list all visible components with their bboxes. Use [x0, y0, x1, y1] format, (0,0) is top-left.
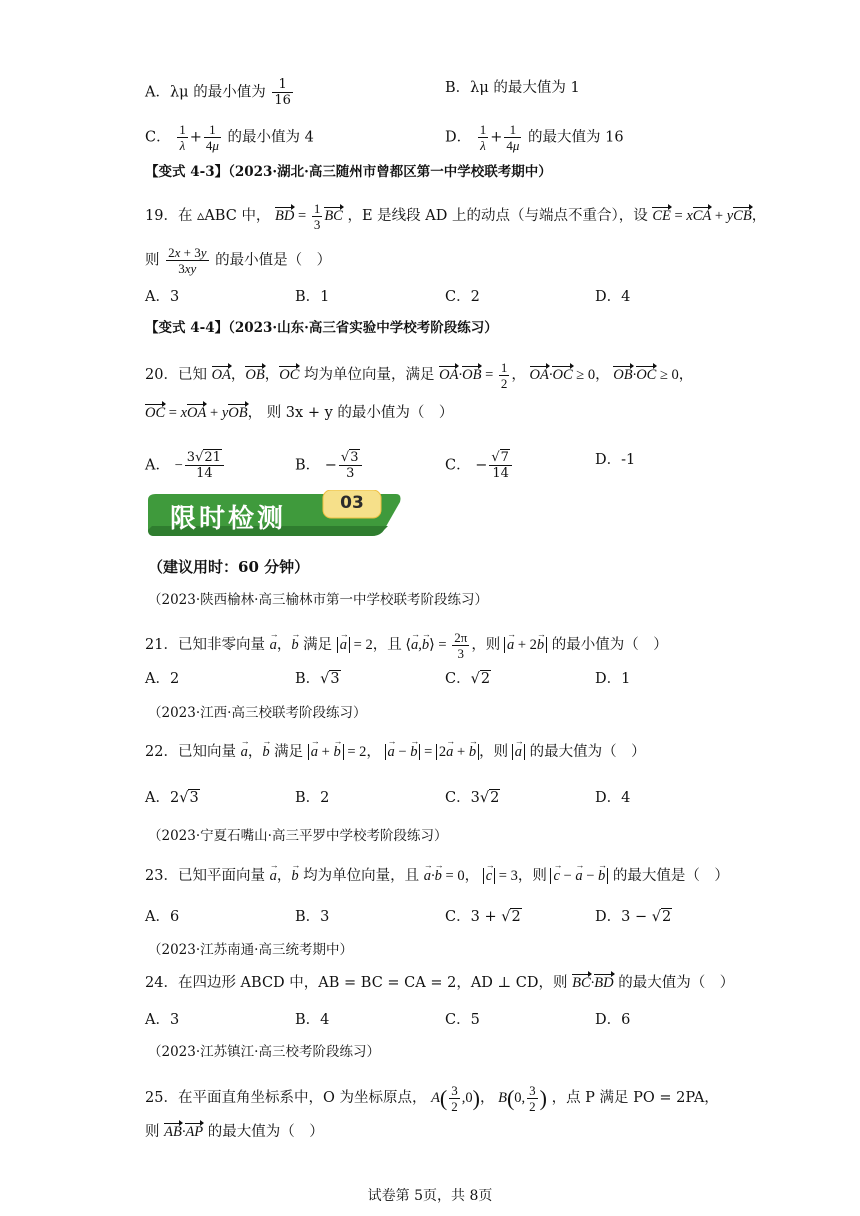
q18-option-c-tail: 的最小值为 4 — [227, 129, 314, 146]
option-label: A． — [145, 457, 170, 474]
q20-option-c: C． − $\frac{√7}{14}$ — [445, 450, 514, 481]
q21-option-b: B．√3 — [295, 671, 340, 687]
q25-stem-a: 25．在平面直角坐标系中，O 为坐标原点， — [145, 1089, 427, 1106]
page-footer: 试卷第 5页，共 8页 — [367, 1188, 493, 1204]
q22-option-a: A．2√3 — [145, 790, 199, 806]
q22-option-b: B．2 — [295, 790, 330, 806]
q21-stem — [145, 630, 668, 661]
q21-option-c: C．√2 — [445, 671, 491, 687]
q18-option-d-label: D． — [445, 129, 472, 146]
fraction-one-over-lambda: $\frac{1}{\lambda}$ — [479, 122, 487, 153]
q22-stem-c: 的最大值为（ ） — [529, 744, 646, 760]
q23-option-a: A．6 — [145, 909, 180, 925]
q21-source: （2023·陕西榆林·高三榆林市第一中学校联考阶段练习） — [148, 592, 488, 608]
q20-stem-line2 — [145, 403, 453, 423]
q21-option-d: D．1 — [595, 671, 631, 687]
q19-stem-line1 — [145, 201, 766, 232]
q22-conditions: a → + b → = 2， a → − b → = 2a → + b → ，则 a → — [308, 744, 525, 760]
q19-option-a: A．3 — [145, 289, 180, 305]
q19-stem-c: 则 — [145, 252, 160, 269]
q20-oc-relation: OC = xOA + yOB， — [145, 405, 263, 421]
q23-vectors: a →，b → — [270, 868, 299, 884]
fraction: $\frac{3√21}{14}$ — [185, 450, 224, 481]
q19-stem-d: 的最小值是（ ） — [215, 252, 332, 269]
q22-stem-a: 22．已知向量 — [145, 744, 236, 760]
q24-option-c: C．5 — [445, 1012, 480, 1028]
q23-stem-c: 的最大值是（ ） — [612, 868, 729, 884]
q21-stem-a: 21．已知非零向量 — [145, 636, 265, 653]
q24-dot-product: BC·BD — [572, 975, 614, 991]
q19-bd-relation: BD = $\frac{1}{3}$ BC — [275, 201, 343, 232]
q24-stem-a: 24．在四边形 ABCD 中，AB = BC = CA = 2，AD ⊥ CD，则 — [145, 975, 568, 991]
q20-vectors: OA，OB，OC — [211, 366, 300, 383]
q24-stem — [145, 973, 734, 993]
time-hint: （建议用时：60 分钟） — [148, 558, 310, 576]
q20-stem-line1 — [145, 360, 693, 391]
q23-source: （2023·宁夏石嘴山·高三平罗中学校考阶段练习） — [148, 828, 448, 844]
fraction: $\frac{√3}{3}$ — [339, 450, 362, 481]
option-label: B． — [295, 671, 321, 687]
q19-stem-line2 — [145, 245, 331, 276]
q22-stem-b: 满足 — [274, 744, 304, 760]
fraction-numerator: 1 — [272, 77, 293, 93]
q18-option-c: C． $\frac{1}{\lambda}$ + $\frac{1}{4\mu}$ 的最小值为 4 — [145, 122, 314, 153]
q23-conditions: a →·b → = 0， c → = 3，则 c → − a → − b → — [424, 868, 609, 884]
option-label: D． — [595, 909, 622, 925]
q25-stem-d: 的最大值为（ ） — [207, 1124, 324, 1140]
q24-option-a: A．3 — [145, 1012, 180, 1028]
q22-stem — [145, 742, 646, 762]
option-label: C． — [445, 909, 471, 925]
q22-vectors: a →，b → — [241, 744, 270, 760]
q18-option-b: B．λμ 的最大值为 1 — [445, 80, 580, 96]
q25-dot-product: AB·AP — [164, 1124, 204, 1140]
q19-expression-fraction: $\frac{2x + 3y}{3xy}$ — [168, 245, 207, 276]
q20-stem-a: 20．已知 — [145, 366, 207, 383]
q22-option-d: D．4 — [595, 790, 631, 806]
q25-source: （2023·江苏镇江·高三校考阶段练习） — [148, 1044, 380, 1060]
q24-stem-b: 的最大值为（ ） — [618, 975, 735, 991]
q22-source: （2023·江西·高三校联考阶段练习） — [148, 705, 367, 721]
q23-stem-b: 均为单位向量，且 — [303, 868, 420, 884]
option-label: C． — [445, 671, 471, 687]
fraction: $\frac{√7}{14}$ — [489, 450, 512, 481]
q20-conditions: OA·OB = $\frac{1}{2}$ ， OA·OC ≥ 0， OB·OC ≥ 0， — [439, 360, 694, 391]
q19-option-d: D．4 — [595, 289, 631, 305]
q21-stem-b: 满足 — [303, 636, 333, 653]
fraction-one-over-4mu: $\frac{1}{4\mu}$ — [205, 122, 219, 153]
q25-stem-line1 — [145, 1083, 719, 1114]
q18-option-d: D． $\frac{1}{\lambda}$ + $\frac{1}{4\mu}$ 的最大值为 16 — [445, 122, 624, 153]
q22-option-c: C．3√2 — [445, 790, 500, 806]
q18-option-d-tail: 的最大值为 16 — [528, 129, 624, 146]
q24-option-d: D．6 — [595, 1012, 631, 1028]
q18-option-c-label: C． — [145, 129, 171, 146]
q23-option-c: C．3 + √2 — [445, 909, 521, 925]
option-label: A． — [145, 790, 170, 806]
q19-option-b: B．1 — [295, 289, 330, 305]
fraction-denominator: 16 — [274, 93, 291, 108]
q19-option-c: C．2 — [445, 289, 480, 305]
banner-badge: 03 — [340, 493, 364, 513]
q24-option-b: B．4 — [295, 1012, 330, 1028]
variant-4-4-heading: 【变式 4-4】（2023·山东·高三省实验中学校考阶段练习） — [145, 320, 498, 336]
q23-option-b: B．3 — [295, 909, 330, 925]
q18-option-a — [145, 77, 295, 108]
option-label: B． — [295, 457, 321, 474]
q25-stem-b: ，点 P 满足 PO = 2PA， — [551, 1089, 719, 1106]
q25-points: A( $\frac{3}{2}$ ,0)， B(0, $\frac{3}{2}$ ) — [431, 1083, 547, 1114]
fraction-one-over-lambda: $\frac{1}{\lambda}$ — [179, 122, 186, 153]
variant-4-3-heading: 【变式 4-3】（2023·湖北·高三随州市曾都区第一中学校联考期中） — [145, 164, 552, 180]
option-label: C． — [445, 790, 471, 806]
q21-stem-c: 的最小值为（ ） — [551, 636, 668, 653]
q19-stem-a: 19．在 ▵ABC 中， — [145, 207, 271, 224]
banner-title: 限时检测 — [170, 504, 287, 534]
fraction-one-over-4mu: $\frac{1}{4\mu}$ — [506, 122, 520, 153]
q23-stem-a: 23．已知平面向量 — [145, 868, 265, 884]
timed-test-banner — [148, 490, 402, 538]
q20-stem-b: 均为单位向量，满足 — [304, 366, 435, 383]
q19-stem-b: ，E 是线段 AD 上的动点（与端点不重合），设 — [347, 207, 648, 224]
q24-source: （2023·江苏南通·高三统考期中） — [148, 942, 353, 958]
q20-stem-c: 则 3x + y 的最小值为（ ） — [266, 405, 454, 421]
q18-option-a-fraction — [272, 77, 293, 108]
q19-ce-relation: CE = xCA + yCB， — [652, 207, 767, 224]
q20-option-a: A． − $\frac{3√21}{14}$ — [145, 450, 226, 481]
q25-stem-line2 — [145, 1122, 324, 1142]
q20-option-b: B． − $\frac{√3}{3}$ — [295, 450, 364, 481]
q23-option-d: D．3 − √2 — [595, 909, 672, 925]
q21-option-a: A．2 — [145, 671, 180, 687]
q23-stem — [145, 866, 729, 886]
q21-vectors: a →，b → — [270, 637, 299, 653]
q25-stem-c: 则 — [145, 1124, 160, 1140]
q21-conditions: a → = 2，且 ⟨a →,b →⟩ = $\frac{2\pi}{3}$ ，则 a → + 2b → — [337, 637, 547, 653]
q20-option-d: D．-1 — [595, 452, 636, 468]
q18-option-a-text: A．λμ 的最小值为 — [145, 84, 266, 101]
option-label: C． — [445, 457, 471, 474]
